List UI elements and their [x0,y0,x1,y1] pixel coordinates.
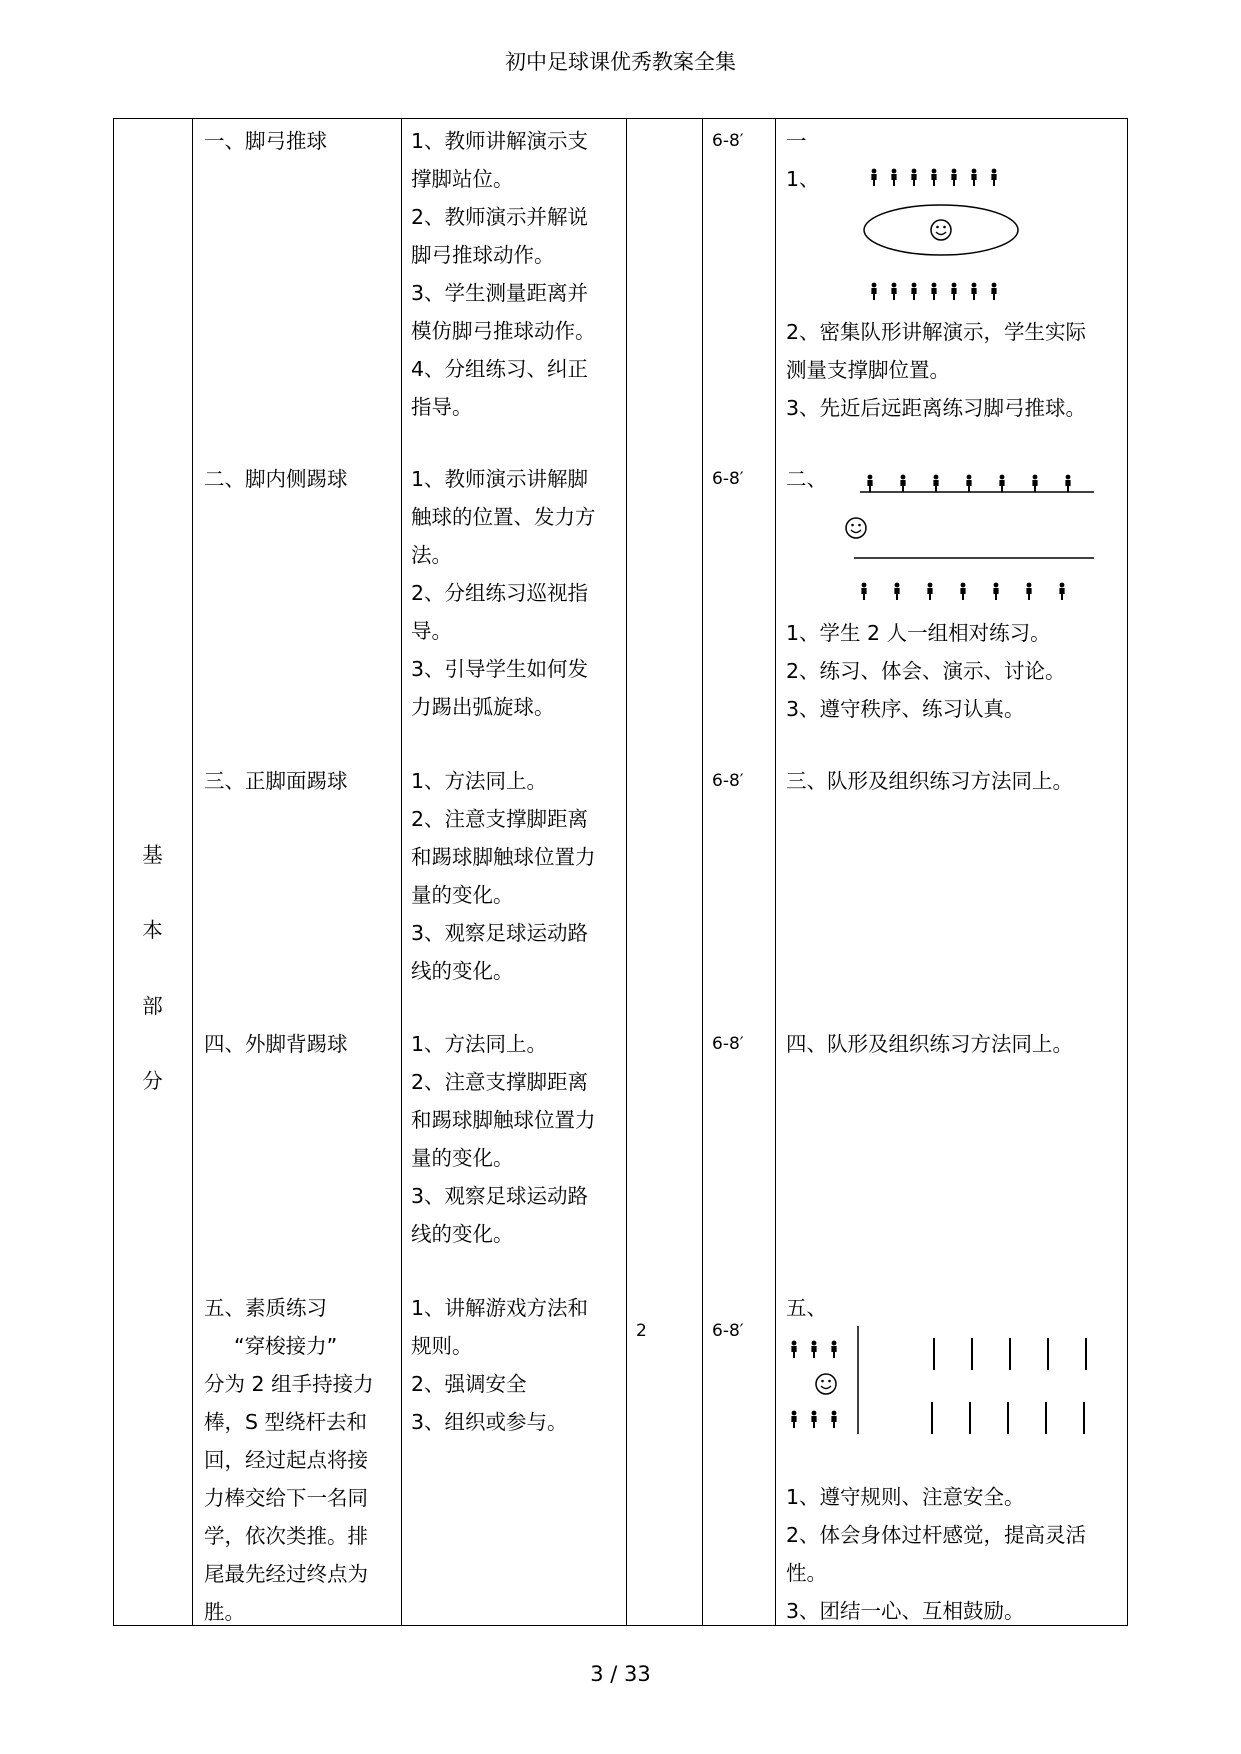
method-line: 法。 [411,543,452,567]
method-line: 撑脚站位。 [411,167,514,191]
org-line: 测量支撑脚位置。 [786,358,950,382]
figure-label: 1、 [786,167,820,191]
section-label: 本 [142,918,163,942]
content-line: 回，经过起点将接 [204,1448,368,1472]
person-icon [991,283,996,300]
method-line: 线的变化。 [411,959,514,983]
content-line: 尾最先经过终点为 [204,1562,368,1586]
method-line: 量的变化。 [411,883,514,907]
person-icon [927,583,932,600]
org-line: 2、练习、体会、演示、讨论。 [786,659,1066,683]
person-icon [831,1411,836,1428]
person-icon [811,1341,816,1358]
method-line: 4、分组练习、纠正 [411,357,589,381]
section-label: 分 [142,1069,163,1093]
figure-label: 一 [786,129,807,153]
person-icon [971,169,976,186]
method-cell [411,1289,588,1441]
time-value: 6-8′ [712,1321,744,1341]
relay-figure [786,1326,1106,1446]
method-line: 触球的位置、发力方 [411,505,596,529]
person-icon [900,475,905,492]
content-cell [204,1289,374,1631]
org-line: 1、学生 2 人一组相对练习。 [786,621,1051,645]
table-divider [775,118,776,1626]
org-line: 四、队形及组织练习方法同上。 [786,1032,1073,1056]
content-line: 一、脚弓推球 [204,129,327,153]
person-icon [960,583,965,600]
method-line: 规则。 [411,1334,473,1358]
org-line: 3、遵守秩序、练习认真。 [786,697,1025,721]
method-line: 和踢球脚触球位置力 [411,1108,596,1132]
method-cell [411,460,596,726]
method-line: 3、学生测量距离并 [411,281,589,305]
section-label: 基 [142,843,163,867]
person-icon [1059,583,1064,600]
method-line: 3、引导学生如何发 [411,657,589,681]
table-divider [401,118,402,1626]
org-cell [786,1478,1086,1630]
org-cell [786,313,1086,427]
method-line: 1、方法同上。 [411,1032,548,1056]
person-icon [933,475,938,492]
person-icon [831,1341,836,1358]
time-value: 6-8′ [712,131,744,151]
page-number: 3 / 33 [590,1662,651,1686]
method-cell [411,1025,596,1253]
content-cell [204,122,327,160]
content-cell [204,460,348,498]
method-line: 线的变化。 [411,1222,514,1246]
method-line: 指导。 [411,395,473,419]
person-icon [991,169,996,186]
method-cell [411,762,596,990]
person-icon [993,583,998,600]
person-icon [871,283,876,300]
section-label: 部 [142,994,163,1018]
org-line: 3、先近后远距离练习脚弓推球。 [786,396,1087,420]
org-line: 2、体会身体过杆感觉，提高灵活 [786,1523,1087,1547]
org-line: 1、遵守规则、注意安全。 [786,1485,1025,1509]
time-value: 6-8′ [712,469,744,489]
method-line: 1、教师讲解演示支 [411,129,589,153]
content-line: 四、外脚背踢球 [204,1032,348,1056]
line-formation-figure [840,470,1100,610]
method-line: 1、教师演示讲解脚 [411,467,589,491]
org-line: 2、密集队形讲解演示，学生实际 [786,320,1087,344]
person-icon [911,283,916,300]
org-line: 3、团结一心、互相鼓励。 [786,1599,1025,1623]
content-line: 棒，S 型绕杆去和 [204,1410,368,1434]
method-line: 3、观察足球运动路 [411,921,589,945]
person-icon [931,169,936,186]
content-cell [204,762,348,800]
figure-label: 五、 [786,1296,827,1320]
person-icon [951,283,956,300]
content-line: “穿梭接力” [234,1334,338,1358]
method-line: 和踢球脚触球位置力 [411,845,596,869]
person-icon [951,169,956,186]
person-icon [871,169,876,186]
person-icon [791,1411,796,1428]
content-line: 二、脚内侧踢球 [204,467,348,491]
content-line: 三、正脚面踢球 [204,769,348,793]
method-line: 1、方法同上。 [411,769,548,793]
content-line: 学，依次类推。排 [204,1524,368,1548]
table-divider [702,118,703,1626]
person-icon [1065,475,1070,492]
person-icon [791,1341,796,1358]
method-line: 导。 [411,619,452,643]
count-value: 2 [636,1321,647,1341]
person-icon [894,583,899,600]
person-icon [966,475,971,492]
org-cell [786,762,1073,800]
person-icon [1032,475,1037,492]
method-line: 3、观察足球运动路 [411,1184,589,1208]
person-icon [931,283,936,300]
method-line: 2、分组练习巡视指 [411,581,589,605]
org-cell [786,1025,1073,1063]
method-line: 量的变化。 [411,1146,514,1170]
person-icon [861,583,866,600]
content-line: 分为 2 组手持接力 [204,1372,374,1396]
content-cell [204,1025,348,1063]
person-icon [811,1411,816,1428]
method-line: 3、组织或参与。 [411,1410,568,1434]
content-line: 胜。 [204,1600,245,1624]
content-line: 力棒交给下一名同 [204,1486,368,1510]
content-line: 五、素质练习 [204,1296,327,1320]
person-icon [999,475,1004,492]
method-line: 2、教师演示并解说 [411,205,589,229]
time-value: 6-8′ [712,771,744,791]
method-line: 1、讲解游戏方法和 [411,1296,589,1320]
table-divider [626,118,627,1626]
smiley-icon [931,220,951,240]
person-icon [911,169,916,186]
org-line: 性。 [786,1561,827,1585]
org-line: 三、队形及组织练习方法同上。 [786,769,1073,793]
person-icon [867,475,872,492]
method-line: 模仿脚弓推球动作。 [411,319,596,343]
person-icon [891,169,896,186]
person-icon [971,283,976,300]
method-cell [411,122,596,426]
page-header: 初中足球课优秀教案全集 [505,50,736,74]
figure-label: 二、 [786,467,827,491]
method-line: 2、注意支撑脚距离 [411,807,589,831]
table-divider [192,118,193,1626]
method-line: 2、强调安全 [411,1372,527,1396]
smiley-icon [816,1374,836,1394]
method-line: 脚弓推球动作。 [411,243,555,267]
circle-formation-figure [860,166,1020,306]
method-line: 2、注意支撑脚距离 [411,1070,589,1094]
time-value: 6-8′ [712,1034,744,1054]
smiley-icon [846,518,866,538]
org-cell [786,614,1066,728]
method-line: 力踢出弧旋球。 [411,695,555,719]
person-icon [1026,583,1031,600]
person-icon [891,283,896,300]
